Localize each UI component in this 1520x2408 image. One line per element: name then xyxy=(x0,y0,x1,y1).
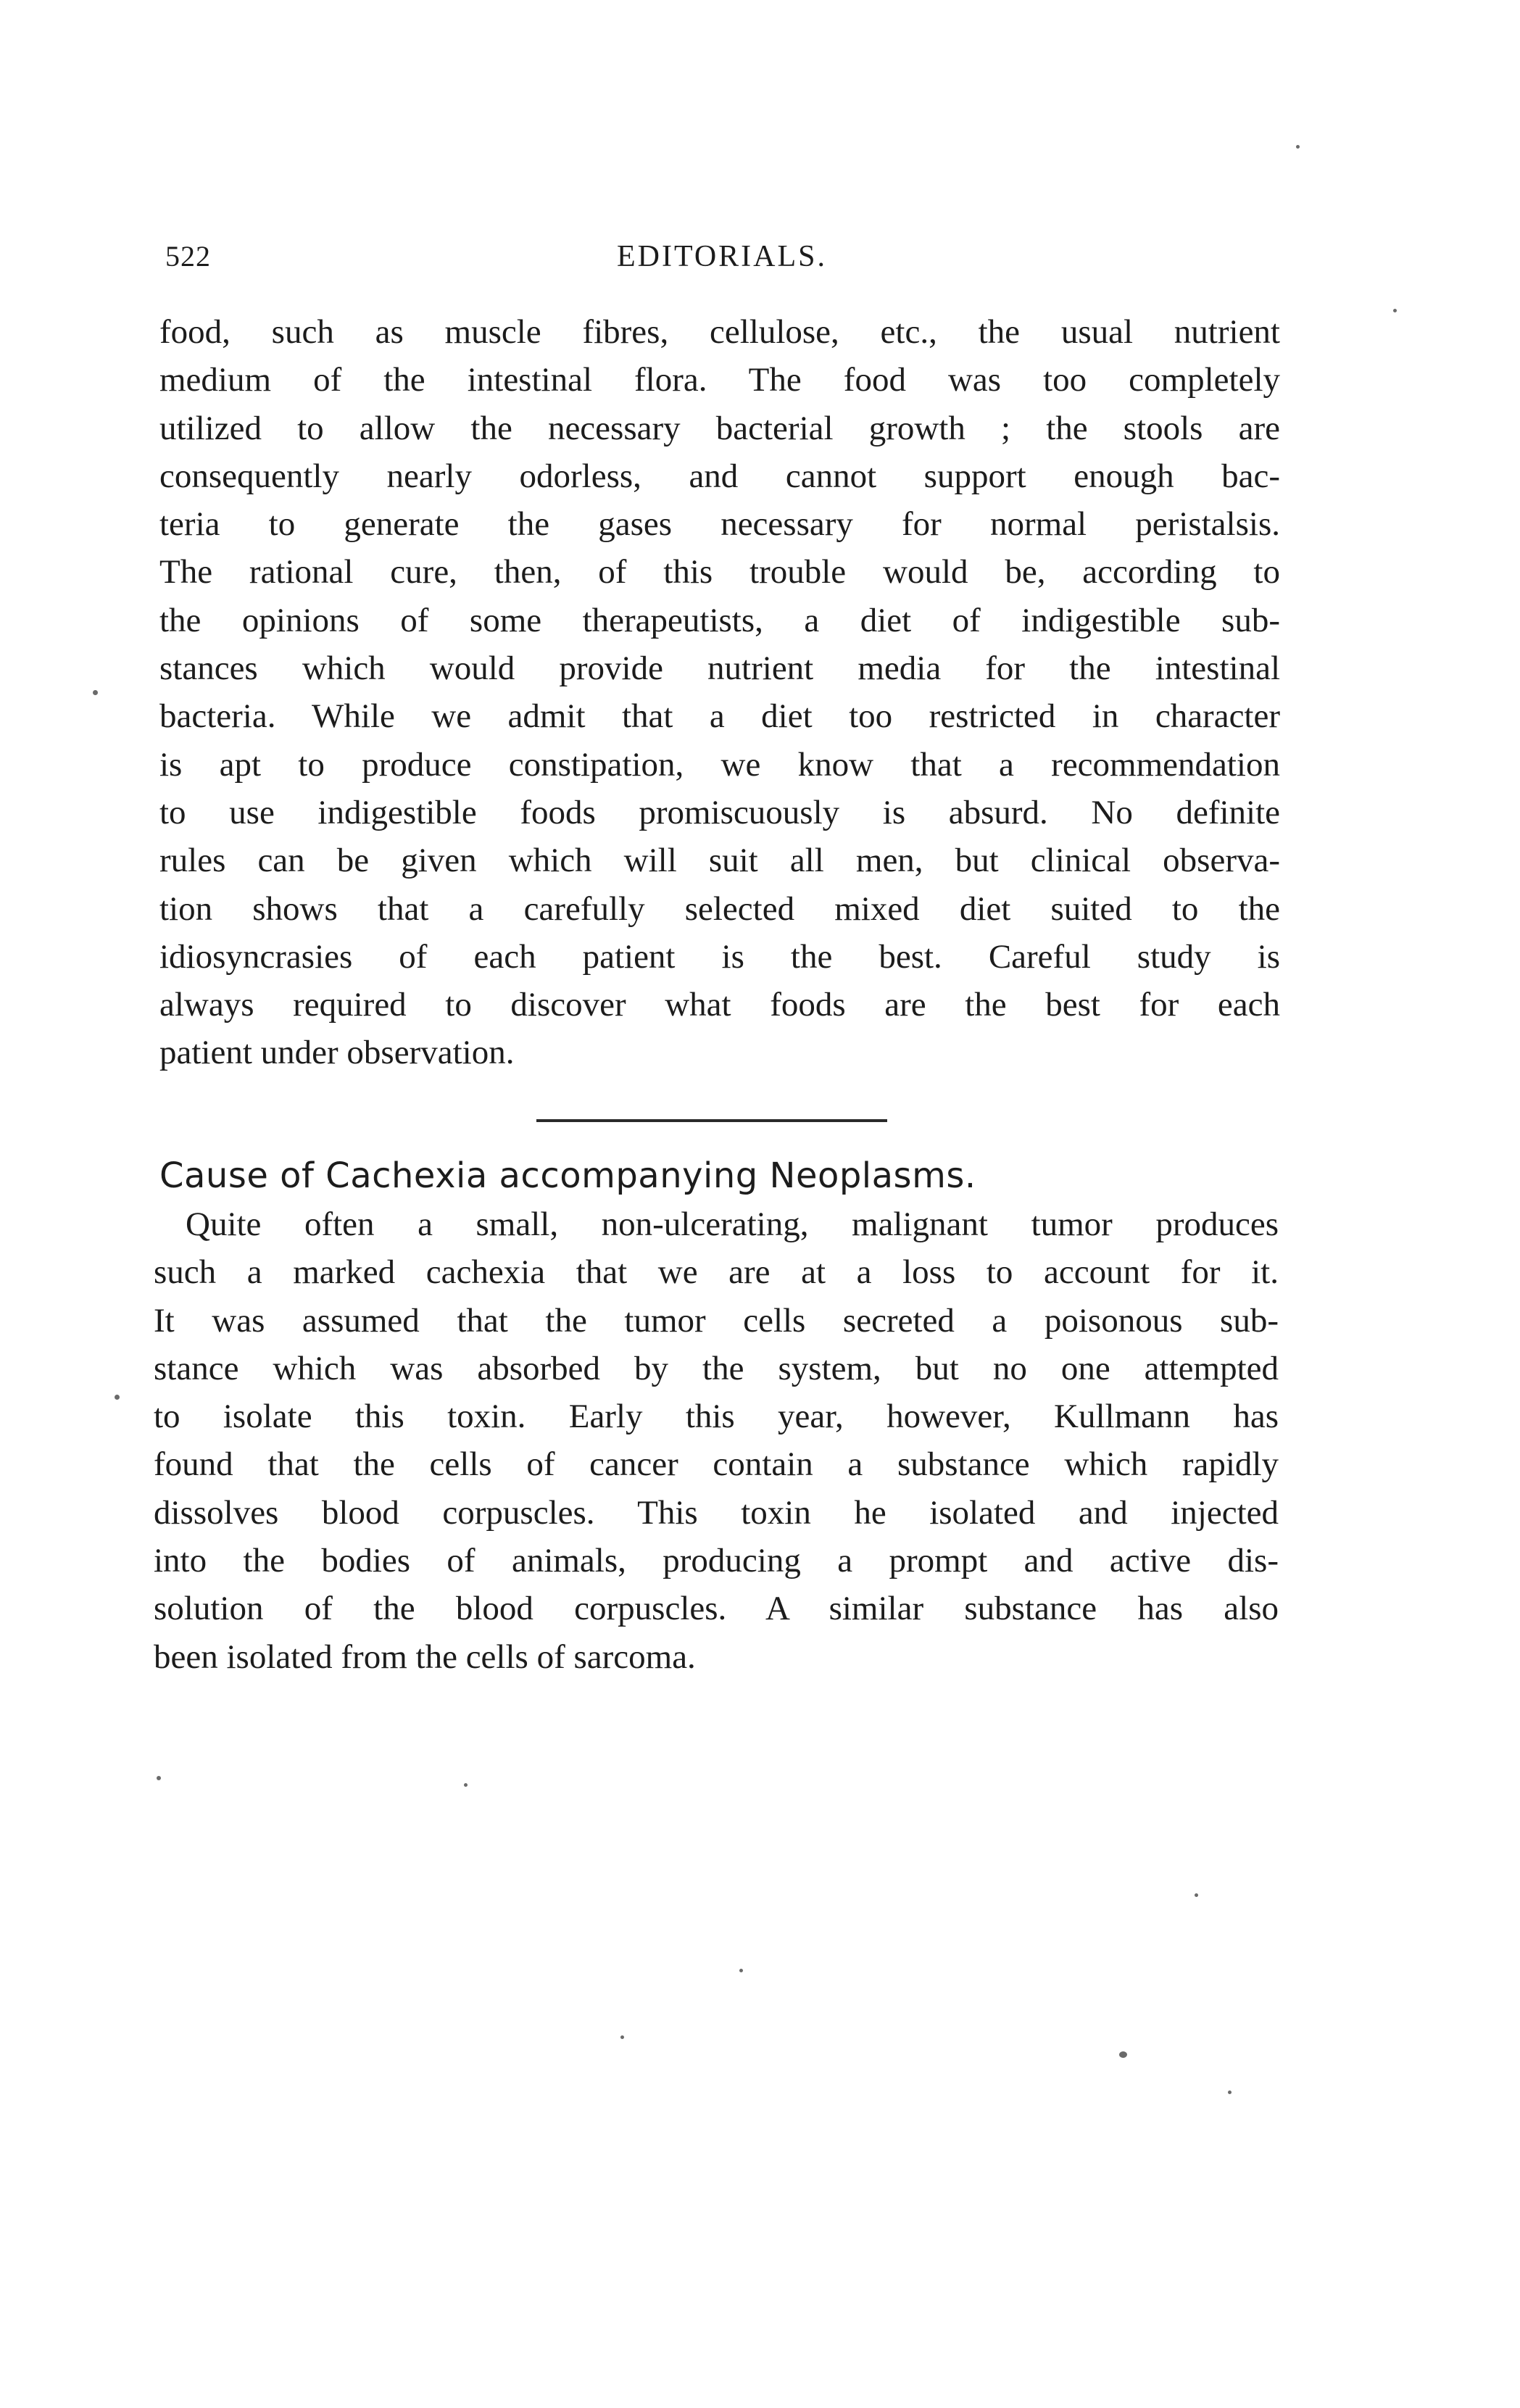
text-line: food, such as muscle fibres, cellulose, etc., the usual nutrient xyxy=(159,313,1280,351)
text-line: consequently nearly odorless, and cannot support enough bac- xyxy=(159,457,1280,495)
text-line: stances which would provide nutrient media for the intestinal xyxy=(159,649,1280,688)
paragraph-cachexia xyxy=(154,1200,1279,1681)
text-line: stance which was absorbed by the system, but no one attempted xyxy=(154,1349,1279,1387)
running-head xyxy=(165,239,1279,283)
text-line: patient under observation. xyxy=(159,1034,515,1072)
text-line: teria to generate the gases necessary for normal peristalsis. xyxy=(159,505,1280,544)
scan-speck xyxy=(1228,2091,1232,2094)
text-line: Quite often a small, non-ulcerating, malignant tumor produces xyxy=(186,1205,1279,1243)
text-line: such a marked cachexia that we are at a loss to account for it. xyxy=(154,1253,1279,1292)
text-line: utilized to allow the necessary bacterial growth ; the stools are xyxy=(159,409,1280,447)
page-number: 522 xyxy=(165,240,211,273)
text-line: tion shows that a carefully selected mixed diet suited to the xyxy=(159,889,1280,928)
text-line: rules can be given which will suit all men, but clinical observa- xyxy=(159,842,1280,880)
text-line: always required to discover what foods are the best for each xyxy=(159,986,1280,1024)
text-line: found that the cells of cancer contain a substance which rapidly xyxy=(154,1445,1279,1484)
scan-speck xyxy=(1195,1893,1198,1897)
scan-speck xyxy=(1119,2051,1127,2058)
text-line: It was assumed that the tumor cells secreted a poisonous sub- xyxy=(154,1301,1279,1340)
scan-speck xyxy=(1393,309,1397,312)
text-line: the opinions of some therapeutists, a diet of indigestible sub- xyxy=(159,601,1280,639)
running-title: EDITORIALS. xyxy=(616,240,828,273)
section-heading: Cause of Cachexia accompanying Neoplasms. xyxy=(159,1155,976,1196)
text-line: into the bodies of animals, producing a prompt and active dis- xyxy=(154,1542,1279,1580)
scan-speck xyxy=(93,690,98,695)
text-line: been isolated from the cells of sarcoma. xyxy=(154,1637,696,1676)
scan-speck xyxy=(464,1783,468,1787)
text-line: The rational cure, then, of this trouble would be, according to xyxy=(159,553,1280,591)
text-line: is apt to produce constipation, we know that a recommendation xyxy=(159,745,1280,784)
scan-speck xyxy=(739,1969,743,1972)
paragraph-continued xyxy=(159,308,1280,1077)
text-line: medium of the intestinal flora. The food was too completely xyxy=(159,361,1280,399)
scan-speck xyxy=(620,2035,624,2039)
text-line: to isolate this toxin. Early this year, however, Kullmann has xyxy=(154,1398,1279,1436)
scan-speck xyxy=(1296,145,1300,149)
scan-speck xyxy=(157,1776,161,1780)
text-line: to use indigestible foods promiscuously is absurd. No definite xyxy=(159,793,1280,831)
section-divider xyxy=(536,1119,887,1122)
text-line: bacteria. While we admit that a diet too restricted in character xyxy=(159,697,1280,736)
text-line: dissolves blood corpuscles. This toxin he isolated and injected xyxy=(154,1493,1279,1532)
text-line: solution of the blood corpuscles. A similar substance has also xyxy=(154,1590,1279,1628)
text-line: idiosyncrasies of each patient is the best. Careful study is xyxy=(159,937,1280,976)
scan-speck xyxy=(115,1395,120,1400)
